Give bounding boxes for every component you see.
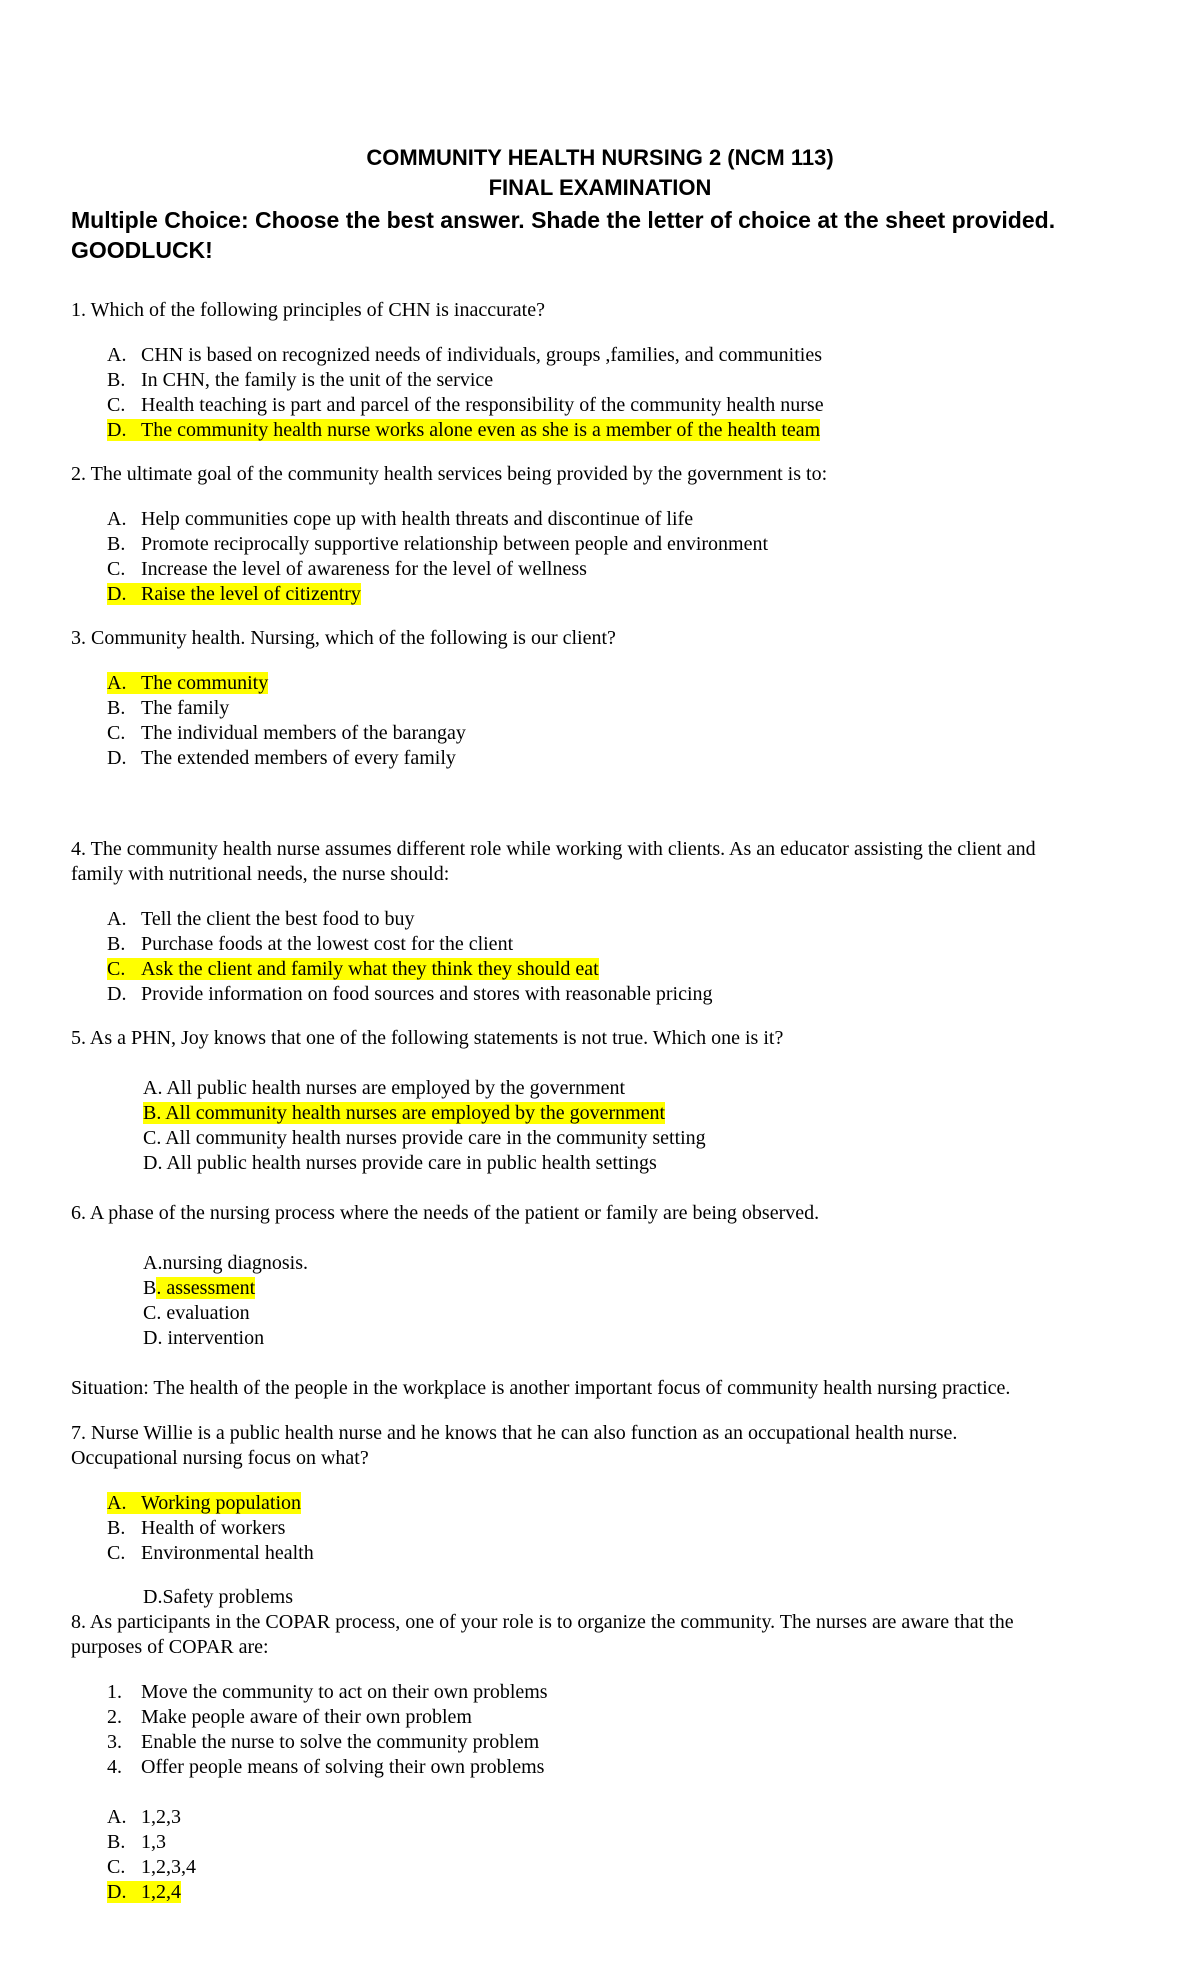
option-text: Raise the level of citizentry: [141, 583, 361, 605]
q8-option-d-highlighted: [107, 1880, 181, 1904]
option-letter: B.: [107, 1831, 126, 1853]
option-letter: C.: [107, 394, 126, 416]
option-text: Promote reciprocally supportive relationship between people and environment: [141, 533, 769, 555]
option-letter: A.: [107, 1806, 127, 1828]
option-letter: B: [143, 1277, 157, 1299]
option-letter: D.: [107, 419, 127, 441]
option-letter: A.: [107, 672, 127, 694]
option-text: 1,2,3: [141, 1806, 181, 1828]
q1-option-c: [107, 393, 824, 417]
q8-item-3: [107, 1730, 539, 1754]
question-6: 6. A phase of the nursing process where the needs of the patient or family are being observed.: [71, 1202, 820, 1224]
question-8: 8. As participants in the COPAR process, one of your role is to organize the community. The nurses are aware that the: [71, 1611, 1014, 1633]
question-5: 5. As a PHN, Joy knows that one of the following statements is not true. Which one is it?: [71, 1027, 784, 1049]
option-text: CHN is based on recognized needs of individuals, groups ,families, and communities: [141, 344, 822, 366]
instructions: [71, 205, 1141, 265]
q6-option-a: A.nursing diagnosis.: [143, 1252, 308, 1274]
option-text: In CHN, the family is the unit of the service: [141, 369, 494, 391]
q1-option-a: [107, 343, 822, 367]
question-2: 2. The ultimate goal of the community health services being provided by the government is to:: [71, 463, 828, 485]
q1-option-b: [107, 368, 493, 392]
option-letter: D.: [107, 747, 127, 769]
q1-option-d-highlighted: [107, 418, 820, 442]
q7-option-c: [107, 1541, 314, 1565]
option-text: . assessment: [156, 1277, 256, 1299]
item-text: Offer people means of solving their own problems: [141, 1756, 545, 1778]
option-text: Increase the level of awareness for the level of wellness: [141, 558, 587, 580]
q6-option-c: C. evaluation: [143, 1302, 250, 1324]
option-letter: B.: [107, 1517, 126, 1539]
option-letter: B.: [107, 697, 126, 719]
question-8-cont: purposes of COPAR are:: [71, 1636, 269, 1658]
instructions-line: Multiple Choice: Choose the best answer. Shade the letter of choice at the sheet provided.: [71, 207, 1056, 233]
option-text: The community health nurse works alone even as she is a member of the health team: [141, 419, 821, 441]
option-text: Working population: [141, 1492, 302, 1514]
option-text: Environmental health: [141, 1542, 314, 1564]
item-number: 3.: [107, 1731, 122, 1753]
option-text: 1,3: [141, 1831, 166, 1853]
q5-option-d: D. All public health nurses provide care in public health settings: [143, 1152, 657, 1174]
option-text: Help communities cope up with health threats and discontinue of life: [141, 508, 694, 530]
q8-item-2: [107, 1705, 472, 1729]
q8-item-4: [107, 1755, 544, 1779]
option-text: 1,2,4: [141, 1881, 181, 1903]
q3-option-b: [107, 696, 229, 720]
question-7: 7. Nurse Willie is a public health nurse and he knows that he can also function as an occupational health nurse.: [71, 1422, 958, 1444]
option-text: B. All community health nurses are employed by the government: [143, 1102, 666, 1124]
q8-option-a: [107, 1805, 181, 1829]
q8-option-c: [107, 1855, 196, 1879]
option-letter: B.: [107, 933, 126, 955]
item-number: 4.: [107, 1756, 122, 1778]
q7-option-d: D.Safety problems: [143, 1586, 293, 1608]
page-title: COMMUNITY HEALTH NURSING 2 (NCM 113): [366, 145, 834, 170]
option-text: Health of workers: [141, 1517, 286, 1539]
option-letter: C.: [107, 1856, 126, 1878]
option-text: Provide information on food sources and stores with reasonable pricing: [141, 983, 713, 1005]
instructions-line: GOODLUCK!: [71, 237, 213, 263]
option-text: The family: [141, 697, 230, 719]
question-4-cont: family with nutritional needs, the nurse should:: [71, 863, 450, 885]
option-letter: A.: [107, 908, 127, 930]
q4-option-b: [107, 932, 513, 956]
q8-option-b: [107, 1830, 166, 1854]
option-letter: A.: [107, 1492, 127, 1514]
q5-option-a: A. All public health nurses are employed by the government: [143, 1077, 626, 1099]
page-subtitle: FINAL EXAMINATION: [488, 175, 712, 200]
option-letter: C.: [107, 558, 126, 580]
option-letter: A.: [107, 344, 127, 366]
q3-option-c: [107, 721, 466, 745]
q6-option-d: D. intervention: [143, 1327, 265, 1349]
q4-option-d: [107, 982, 713, 1006]
item-text: Move the community to act on their own problems: [141, 1681, 548, 1703]
question-7-cont: Occupational nursing focus on what?: [71, 1447, 369, 1469]
q5-option-b-highlighted: [143, 1101, 665, 1125]
option-text: The community: [141, 672, 269, 694]
q5-option-c: C. All community health nurses provide care in the community setting: [143, 1127, 706, 1149]
question-1: 1. Which of the following principles of CHN is inaccurate?: [71, 299, 545, 321]
q7-option-a-highlighted: [107, 1491, 301, 1515]
item-number: 1.: [107, 1681, 122, 1703]
item-number: 2.: [107, 1706, 122, 1728]
question-3: 3. Community health. Nursing, which of the following is our client?: [71, 627, 616, 649]
q3-option-a-highlighted: [107, 671, 268, 695]
option-letter: A.: [107, 508, 127, 530]
q8-item-1: [107, 1680, 548, 1704]
q2-option-b: [107, 532, 768, 556]
item-text: Enable the nurse to solve the community problem: [141, 1731, 540, 1753]
option-letter: C.: [107, 1542, 126, 1564]
situation-text: Situation: The health of the people in the workplace is another important focus of community health nursing practice.: [71, 1377, 1011, 1399]
option-letter: D.: [107, 1881, 127, 1903]
option-letter: D.: [107, 583, 127, 605]
item-text: Make people aware of their own problem: [141, 1706, 472, 1728]
question-4: 4. The community health nurse assumes different role while working with clients. As an educator assisting the client and: [71, 838, 1036, 860]
option-letter: B.: [107, 533, 126, 555]
option-text: Purchase foods at the lowest cost for the client: [141, 933, 514, 955]
option-text: The extended members of every family: [141, 747, 456, 769]
q2-option-c: [107, 557, 587, 581]
option-text: Tell the client the best food to buy: [141, 908, 415, 930]
option-text: 1,2,3,4: [141, 1856, 196, 1878]
q2-option-d-highlighted: [107, 582, 361, 606]
option-letter: C.: [107, 722, 126, 744]
option-text: Health teaching is part and parcel of the responsibility of the community health nurse: [141, 394, 824, 416]
q4-option-a: [107, 907, 415, 931]
q3-option-d: [107, 746, 456, 770]
q7-option-b: [107, 1516, 285, 1540]
option-text: The individual members of the barangay: [141, 722, 466, 744]
option-text: Ask the client and family what they think they should eat: [141, 958, 599, 980]
option-letter: C.: [107, 958, 126, 980]
q4-option-c-highlighted: [107, 957, 599, 981]
q2-option-a: [107, 507, 693, 531]
q6-option-b-highlighted: [143, 1276, 255, 1300]
option-letter: B.: [107, 369, 126, 391]
option-letter: D.: [107, 983, 127, 1005]
